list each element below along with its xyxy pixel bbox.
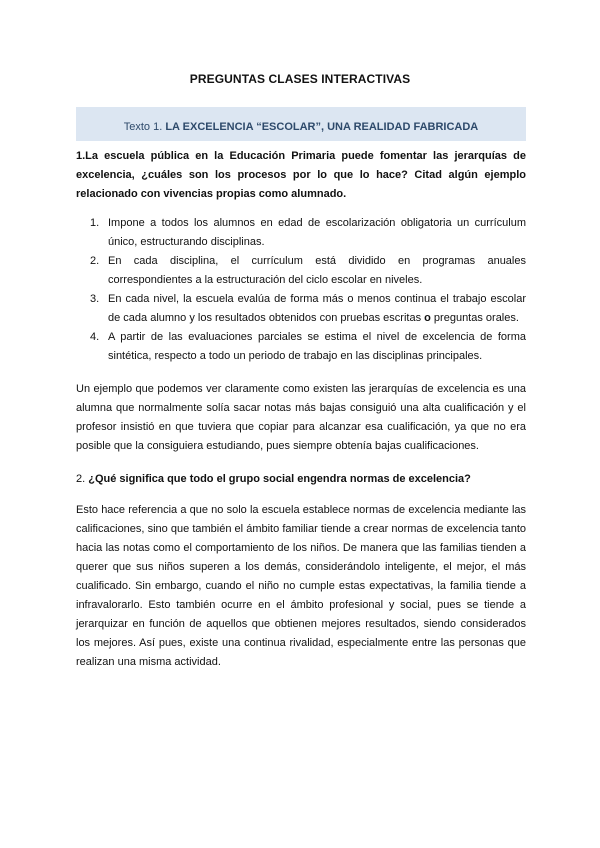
list-item-text-part: preguntas orales. (430, 312, 519, 324)
list-item-number: 4. (90, 331, 100, 343)
list-item-text (108, 293, 526, 324)
list-item (76, 252, 526, 290)
process-list (76, 214, 526, 366)
list-item-number: 1. (90, 217, 100, 229)
section-title: LA EXCELENCIA “ESCOLAR”, UNA REALIDAD FABRICADA (162, 121, 479, 133)
section-header (76, 121, 526, 133)
list-item (76, 328, 526, 366)
question-2-text: ¿Qué significa que todo el grupo social engendra normas de excelencia? (88, 473, 471, 485)
answer-2-paragraph: Esto hace referencia a que no solo la escuela establece normas de excelencia mediante las calificaciones, sino que también el ámbito familiar tiende a crear normas de excelencia tanto hacia las notas como el comportamiento de los niños. De manera que las familias tienden a querer que sus niños superen a los demás, considerándolo inteligente, el mejor, el más cualificado. Sin embargo, cuando el niño no cumple estas expectativas, la familia tiende a infravalorarlo. Esto también ocurre en el ámbito profesional y social, pues se tiende a jerarquizar en función de aquellos que obtienen mejores resultados, siendo considerados los mejores. Así pues, existe una continua rivalidad, especialmente entre las personas que realizan una misma actividad. (76, 504, 526, 668)
list-item-text-bold: o (424, 312, 431, 324)
list-item-text: En cada disciplina, el currículum está dividido en programas anuales correspondientes a la estructuración del ciclo escolar en niveles. (108, 255, 526, 286)
question-2-number: 2. (76, 473, 89, 485)
question-2 (76, 470, 526, 489)
document-title: PREGUNTAS CLASES INTERACTIVAS (189, 72, 411, 86)
question-1: 1.La escuela pública en la Educación Primaria puede fomentar las jerarquías de excelencia, ¿cuáles son los procesos por lo que lo hace? Citad algún ejemplo relacionado con vivencias propias como alumnado. (76, 150, 526, 200)
list-item-text: A partir de las evaluaciones parciales se estima el nivel de excelencia de forma sintética, respecto a todo un periodo de trabajo en las disciplinas principales. (108, 331, 526, 362)
example-paragraph: Un ejemplo que podemos ver claramente como existen las jerarquías de excelencia es una alumna que normalmente solía sacar notas más bajas consiguió una alta cualificación y el profesor insistió en que tuviera que copiar para alcanzar esa cualificación, ya que no era posible que la consiguiera estudiando, pues siempre obtenía bajas cualificaciones. (76, 383, 526, 452)
section-prefix: Texto 1. (123, 121, 163, 133)
list-item-text: Impone a todos los alumnos en edad de escolarización obligatoria un currículum único, estructurando disciplinas. (108, 217, 526, 248)
list-item-number: 3. (90, 293, 100, 305)
list-item-text-part: En cada nivel, la escuela evalúa de forma más o menos continua el trabajo escolar de cada alumno y los resultados obtenidos con pruebas escritas (108, 293, 526, 324)
list-item (76, 214, 526, 252)
list-item-number: 2. (90, 255, 100, 267)
list-item (76, 290, 526, 328)
